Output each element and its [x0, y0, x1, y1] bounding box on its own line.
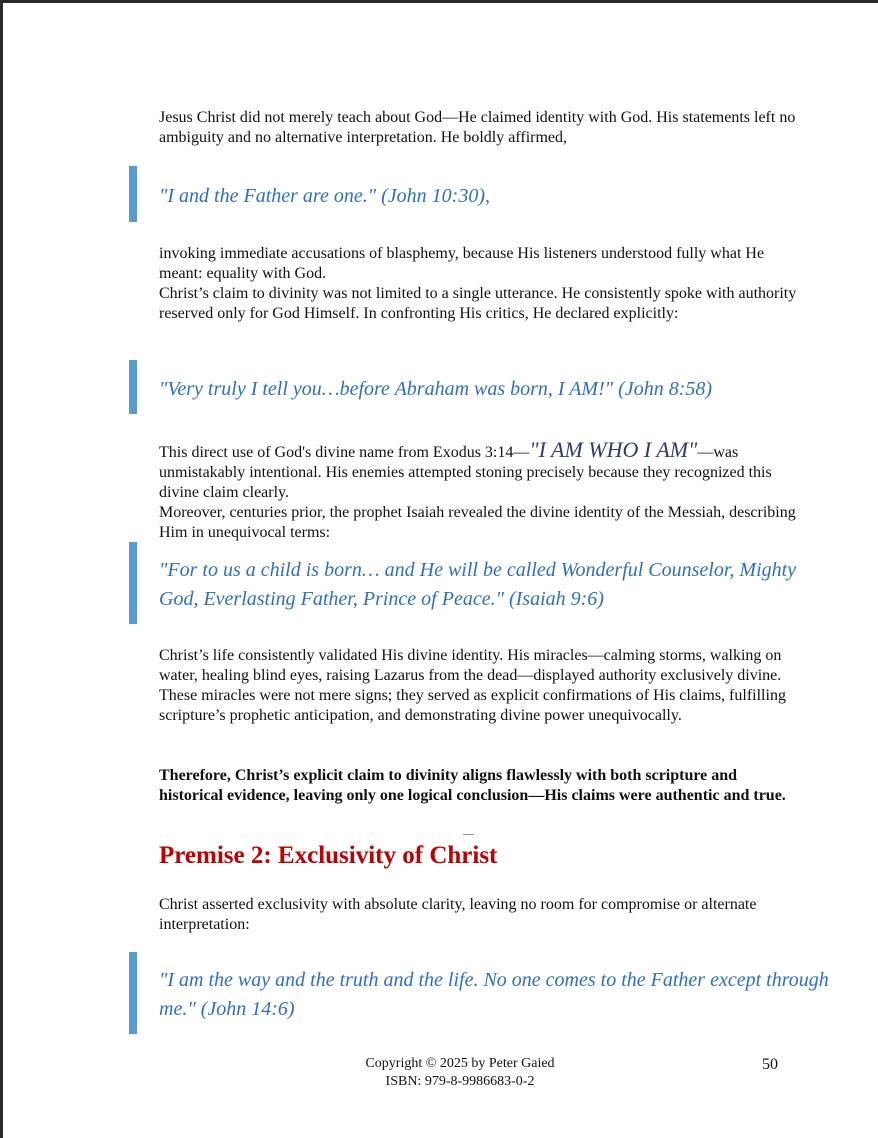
paragraph-intro-text: Jesus Christ did not merely teach about God—He claimed identity with God. His statements left no ambiguity and no alternative interpretation. He boldly affirmed, [159, 109, 796, 146]
paragraph-miracles-text: Christ’s life consistently validated His divine identity. His miracles—calming storms, walking on water, healing blind eyes, raising Lazarus from the dead—displayed authority exclusively divine. These miracles were not mere signs; they served as explicit confirmations of His claims, fulfilling scripture’s prophetic anticipation, and demonstrating divine power unequivocally. [159, 647, 786, 724]
footer-isbn: ISBN: 979-8-9986683-0-2 [385, 1074, 535, 1089]
paragraph-conclusion-text: Therefore, Christ’s explicit claim to divinity aligns flawlessly with both scripture and historical evidence, leaving only one logical conclusion—His claims were authentic and true. [159, 767, 786, 804]
page-number: 50 [762, 1056, 778, 1073]
paragraph-divinity-claim-text: Christ’s claim to divinity was not limited to a single utterance. He consistently spoke with authority reserved only for God Himself. In confronting His critics, He declared explicitly: [159, 285, 797, 322]
quote-john-8-58 [129, 360, 839, 414]
paragraph-intro [159, 108, 799, 148]
quote-isaiah-9-6 [129, 542, 839, 624]
footer-copyright: Copyright © 2025 by Peter Gaied [365, 1056, 555, 1071]
quote-john-8-58-text: "Very truly I tell you…before Abraham was born, I AM!" (John 8:58) [159, 378, 713, 400]
page-footer [300, 1055, 620, 1091]
divine-name-trail: —was unmistakably intentional. His enemies attempted stoning precisely because they recognized this divine claim clearly. [159, 444, 772, 501]
quote-john-14-6-text: "I am the way and the truth and the life. No one comes to the Father except through me." (John 14:6) [159, 969, 829, 1020]
paragraph-blasphemy [159, 244, 799, 324]
quote-john-10-30-text: "I and the Father are one." (John 10:30), [159, 185, 490, 207]
paragraph-exclusivity-text: Christ asserted exclusivity with absolute clarity, leaving no room for compromise or alternate interpretation: [159, 896, 757, 933]
paragraph-blasphemy-text: invoking immediate accusations of blasphemy, because His listeners understood fully what He meant: equality with God. [159, 245, 765, 282]
small-dash-mark [463, 834, 474, 835]
quote-john-14-6 [129, 952, 839, 1034]
quote-john-10-30 [129, 166, 839, 222]
i-am-who-i-am-emphasis: "I AM WHO I AM" [529, 437, 698, 462]
section-heading: Premise 2: Exclusivity of Christ [159, 842, 498, 869]
paragraph-divine-name-text [159, 437, 799, 503]
paragraph-conclusion [159, 766, 799, 806]
quote-isaiah-9-6-text: "For to us a child is born… and He will be called Wonderful Counselor, Mighty God, Everlasting Father, Prince of Peace." (Isaiah 9:6) [159, 559, 797, 610]
divine-name-lead: This direct use of God's divine name from Exodus 3:14— [159, 444, 530, 461]
page-frame-top [0, 0, 878, 3]
page-frame-left [0, 0, 3, 1138]
paragraph-miracles [159, 646, 799, 726]
paragraph-isaiah-intro-text: Moreover, centuries prior, the prophet Isaiah revealed the divine identity of the Messiah, describing Him in unequivocal terms: [159, 504, 796, 541]
paragraph-exclusivity [159, 895, 799, 935]
paragraph-divine-name [159, 437, 799, 543]
